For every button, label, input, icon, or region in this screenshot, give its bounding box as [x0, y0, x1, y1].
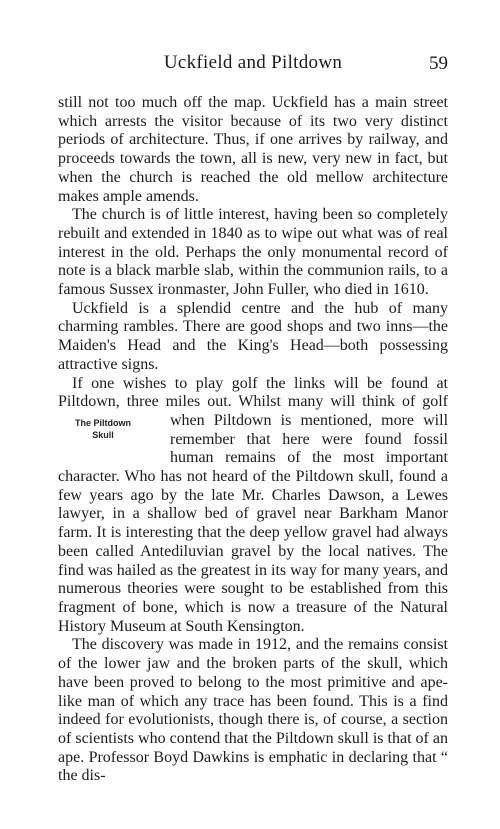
sidenote-piltdown-skull: [44, 417, 148, 441]
paragraph-uckfield-street: still not too much off the map. Uckfield has a main street which arrests the visitor because of its two very distinct periods of architecture. Thus, if one arrives by railway, and proceeds towards the town, all is new, very new in fact, but when the church is reached the old mellow architecture makes ample amends.: [58, 94, 448, 205]
running-head: [58, 52, 448, 78]
paragraph-discovery: The discovery was made in 1912, and the remains consist of the lower jaw and the broken parts of the skull, which have been proved to belong to the most primitive and ape-like man of which any trace has been found. This is a find indeed for evolutionists, though there is, of course, a section of scientists who contend that the Piltdown skull is that of an ape. Professor Boyd Dawkins is emphatic in declaring that “ the dis-: [58, 636, 448, 785]
page-number: 59: [429, 53, 448, 74]
sidenote-line-1: The Piltdown: [75, 417, 131, 428]
paragraph-church: The church is of little interest, having been so completely rebuilt and extended in 1840 as to wipe out what was of real interest in the old. Perhaps the only monumental record of note is a black marble slab, within the communion rails, to a famous Sussex ironmaster, John Fuller, who died in 1610.: [58, 206, 448, 299]
paragraph-piltdown-golf-rest: will remember that here were found fossil human remains of the most important character. Who has not heard of the Piltdown skull, found a few years ago by the late Mr. Charles Dawson, a Lewes lawyer, in a shallow bed of gravel near Barkham Manor farm. It is interesting that the deep yellow gravel had always been called Antediluvian gravel by the local natives. The find was hailed as the greatest in its way for many years, and numerous theories were sought to be established from this fragment of bone, which is now a treasure of the Natural History Museum at South Kensington.: [58, 411, 449, 635]
running-title: Uckfield and Piltdown: [163, 52, 343, 73]
sidenote-line-2: Skull: [92, 429, 114, 440]
paragraph-rambles: Uckfield is a splendid centre and the hub of many charming rambles. There are good shops and two inns—the Maiden's Head and the King's Head—both possessing attractive signs.: [58, 299, 448, 373]
sidenote-container: [58, 412, 170, 468]
paragraph-piltdown-golf: [58, 375, 448, 637]
paragraph-piltdown-golf-lead: If one wishes to play golf the links will be found at Piltdown, three miles out. Whilst many will think of golf when Piltdown is mentioned, more: [58, 374, 448, 429]
body-text: [58, 94, 448, 786]
